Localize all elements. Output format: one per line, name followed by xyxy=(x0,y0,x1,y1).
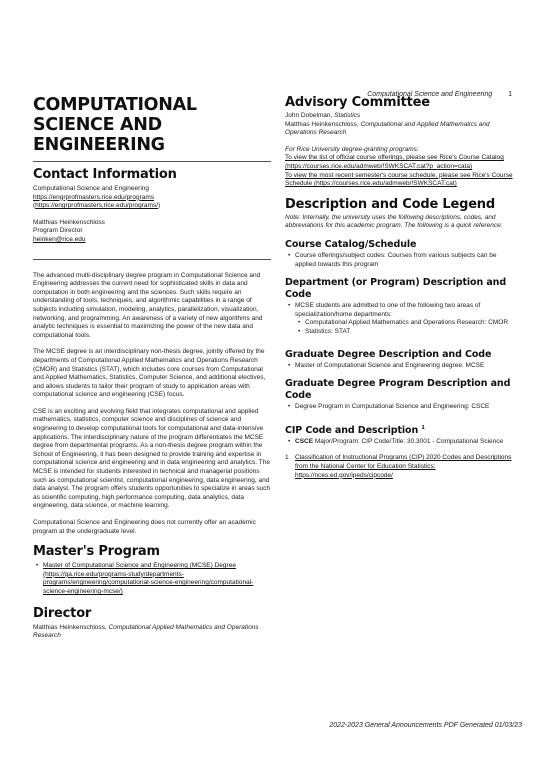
department-sublist xyxy=(295,319,517,336)
department-sub-item-stat: • Statistics: STAT xyxy=(305,328,517,337)
footnote-number: 1 xyxy=(285,454,289,462)
advisory-member-2-name: Matthias Heinkenschloss xyxy=(285,120,357,128)
footnote xyxy=(285,454,517,480)
intro-paragraph-3: CSE is an exciting and evolving field that integrates computational and applied mathematics, statistics, computer science and disciplines of science and engineering to develop computational tools for computational and data-intensive applications. The interdisciplinary nature of the program differentiates the MCSE degree from departmental programs. As a non-thesis degree program within the School of Engineering, it has been designed to provide training and expertise in computational science and engineering and in data engineering and analytics. The MCSE is intended for students interested in technical and managerial positions such as computational scientist, computational engineering, data engineering, and data analyst. The program offers students opportunities to specialize in areas such as scientific computing, high performance computing, data analytics, data engineering, data science, or machine learning. xyxy=(33,407,271,510)
grad-degree-list xyxy=(285,362,517,371)
header-title: Computational Science and Engineering xyxy=(367,91,493,98)
legend-heading: Description and Code Legend xyxy=(285,196,495,212)
contact-program-name: Computational Science and Engineering xyxy=(33,185,149,192)
contact-heading: Contact Information xyxy=(33,167,177,182)
advisory-member-1-dept: Statistics xyxy=(334,112,361,119)
masters-link[interactable]: Master of Computational Science and Engineering (MCSE) Degree (https://ga.rice.edu/programs-study/departments-programs/engineering/computational-science-engineering/computational-science-engineering-mcse/) xyxy=(43,562,254,595)
cip-heading xyxy=(285,422,517,437)
masters-list-item[interactable] xyxy=(43,562,271,596)
director-dept: Computational Applied Mathematics and Operations Research xyxy=(33,623,259,640)
contact-program-link-full[interactable]: https://engrprofmasters.rice.edu/programs/ xyxy=(35,202,159,210)
masters-heading: Master's Program xyxy=(33,544,160,560)
contact-program-link[interactable]: https://engrprofmasters.rice.edu/programs xyxy=(33,193,155,201)
intro-paragraph-2: The MCSE degree is an interdisciplinary non-thesis degree, jointly offered by the departments of Computational Applied Mathematics and Operations Research (CMOR) and Statistics (STAT), which includes core courses from Computational and Applied Mathematics, Statistics, Computer Science, and additional electives, and allows students to tailor their program of study to application areas with computational science and engineering (CSE) focus. xyxy=(33,348,266,399)
contact-divider xyxy=(33,259,271,260)
left-column xyxy=(33,95,271,641)
page-number: 1 xyxy=(508,91,512,98)
advisory-heading: Advisory Committee xyxy=(285,95,430,110)
department-item-text: MCSE students are admitted to one of the following two areas of specialization/home departments: xyxy=(295,302,481,318)
advisory-member-2-dept: Computational and Applied Mathematics and Operations Research xyxy=(285,120,490,137)
legend-note: Note: Internally, the university uses the following descriptions, codes, and abbreviations for this academic program. The following is a quick reference: xyxy=(285,213,503,230)
director-heading: Director xyxy=(33,605,92,621)
masters-list xyxy=(33,562,271,596)
contact-email-link[interactable]: heinken@rice.edu xyxy=(33,235,86,243)
cip-item-text: Major/Program: CIP Code/Title: 30.3001 - Computational Science xyxy=(314,437,504,445)
catalog-link[interactable]: To view the list of official course offerings, please see Rice's Course Catalog (https://courses.rice.edu/admweb/!SWKSCAT.cat?p_action=cata) xyxy=(285,154,504,170)
grad-program-list xyxy=(285,403,517,412)
contact-person-role: Program Director xyxy=(33,227,83,235)
advisory-member-1: John Dobelman, Statistics xyxy=(285,112,361,119)
title-divider xyxy=(33,161,271,162)
schedule-link[interactable]: To view the most recent semester's course schedule, please see Rice's Course Schedule (https://courses.rice.edu/admweb/!SWKSCAT.cat) xyxy=(285,171,513,188)
director-name: Matthias Heinkenschloss xyxy=(33,623,105,631)
catalog-schedule-list xyxy=(285,252,517,269)
catalog-schedule-item: • Course offerings/subject codes: Courses from various subjects can be applied towards this program xyxy=(295,252,517,269)
advisory-member-2: Matthias Heinkenschloss, Computational and Applied Mathematics and Operations Research xyxy=(285,120,490,137)
director-line: Matthias Heinkenschloss, Computational Applied Mathematics and Operations Research xyxy=(33,623,259,640)
grad-degree-item: • Master of Computational Science and Engineering degree: MCSE xyxy=(295,362,517,371)
page-title: COMPUTATIONAL SCIENCE AND ENGINEERING xyxy=(33,95,197,155)
cip-footnote-marker: 1 xyxy=(421,424,425,431)
cip-item-code: CSCE xyxy=(295,437,314,445)
contact-person-name: Matthias Heinkenschloss xyxy=(33,218,105,226)
intro-paragraph-1: The advanced multi-disciplinary degree program in Computational Science and Engineering addresses the current need for sophisticated skills in data and computation in both engineering and the sciences. Such skills require an understanding of tools, techniques, and algorithmic capabilities in a range of subjects including simulation, modeling, analytics, parallelization, visualization, networking, and programming. An awareness of a variety of new algorithms and analytic techniques is essential to maximizing the power of the new data and computational tools. xyxy=(33,271,263,339)
catalog-schedule-heading: Course Catalog/Schedule xyxy=(285,238,417,250)
advisory-note: For Rice University degree-granting programs: xyxy=(285,145,419,153)
advisory-catalog xyxy=(285,154,517,171)
advisory-member-1-name: John Dobelman xyxy=(285,112,331,119)
footnote-text[interactable]: Classification of Instructional Programs (CIP) 2020 Codes and Descriptions from the National Center for Education Statistics: https://nces.ed.gov/ipeds/cipcode/ xyxy=(295,454,512,479)
page-footer: 2022-2023 General Announcements PDF Generated 01/03/23 xyxy=(329,722,522,729)
department-heading: Department (or Program) Description and Code xyxy=(285,277,507,301)
contact-program-url: https://engrprofmasters.rice.edu/programs (https://engrprofmasters.rice.edu/programs/) xyxy=(33,193,161,210)
grad-program-item: • Degree Program in Computational Science and Engineering: CSCE xyxy=(295,403,517,412)
advisory-schedule xyxy=(285,172,517,189)
department-item xyxy=(295,302,517,336)
cip-list xyxy=(285,438,517,447)
right-column xyxy=(285,95,517,480)
grad-degree-heading: Graduate Degree Description and Code xyxy=(285,348,492,360)
contact-person-email-line xyxy=(33,236,271,245)
intro-paragraph-4: Computational Science and Engineering does not currently offer an academic program at the undergraduate level. xyxy=(33,519,256,535)
department-sub-item-cmor: • Computational Applied Mathematics and Operations Research: CMOR xyxy=(305,319,517,328)
department-list xyxy=(285,302,517,336)
grad-program-heading: Graduate Degree Program Description and Code xyxy=(285,378,511,402)
cip-heading-text: CIP Code and Description xyxy=(285,424,419,436)
cip-item xyxy=(295,438,517,447)
